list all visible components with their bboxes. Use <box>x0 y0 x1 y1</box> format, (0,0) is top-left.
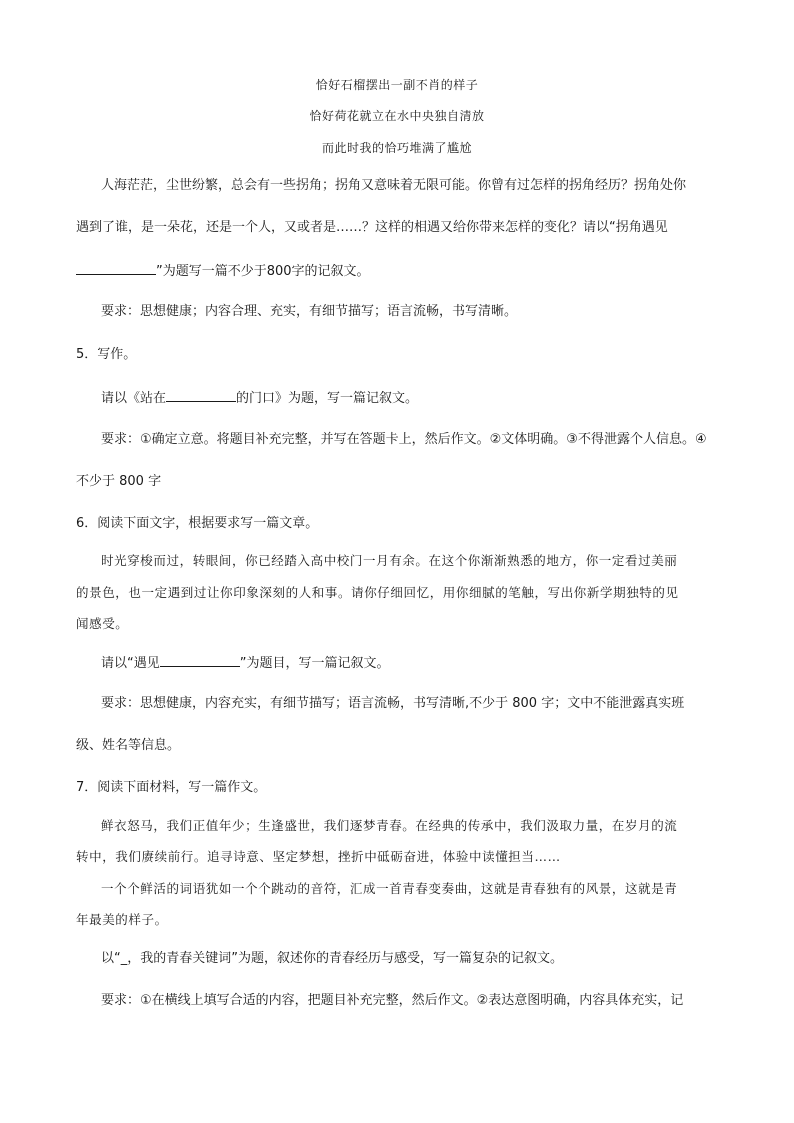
poem-line-1: 恰好石榴摆出一副不肖的样子 <box>315 78 479 92</box>
q6-requirements-line-1: 要求：思想健康，内容充实，有细节描写；语言流畅，书写清晰,不少于 800 字；文中不能泄露真实班 <box>101 696 685 711</box>
q6-prompt-end: ”为题目，写一篇记叙文。 <box>239 656 390 671</box>
q6-requirements-line-2: 级、姓名等信息。 <box>76 738 181 753</box>
q4-requirements: 要求：思想健康；内容合理、充实，有细节描写；语言流畅，书写清晰。 <box>101 304 518 319</box>
q6-prompt <box>101 653 390 673</box>
q5-prompt-end: 的门口》为题，写一篇记叙文。 <box>236 391 419 406</box>
q7-heading: 7．阅读下面材料，写一篇作文。 <box>76 780 267 795</box>
q4-paragraph-line-3 <box>76 261 370 281</box>
poem-line-2: 恰好荷花就立在水中央独自清放 <box>309 109 485 123</box>
q5-requirements-line-1: 要求：①确定立意。将题目补充完整，并写在答题卡上，然后作文。②文体明确。③不得泄露个人信息。④ <box>101 432 707 447</box>
q7-requirements-line-1: 要求：①在横线上填写合适的内容，把题目补充完整，然后作文。②表达意图明确，内容具体充实，记 <box>101 993 684 1008</box>
title-blank <box>76 261 156 275</box>
q5-requirements-line-2: 不少于 800 字 <box>76 474 162 489</box>
q4-paragraph-line-1: 人海茫茫，尘世纷繁，总会有一些拐角；拐角又意味着无限可能。你曾有过怎样的拐角经历？拐角处你 <box>101 178 687 193</box>
q6-material-line-3: 闻感受。 <box>76 616 129 631</box>
q6-material-line-2: 的景色，也一定遇到过让你印象深刻的人和事。请你仔细回忆，用你细腻的笔触，写出你新学期独特的见 <box>76 585 679 600</box>
q4-title-instruction: ”为题写一篇不少于800字的记叙文。 <box>156 264 370 279</box>
q6-heading: 6．阅读下面文字，根据要求写一篇文章。 <box>76 516 319 531</box>
q5-heading: 5．写作。 <box>76 347 137 362</box>
poem-line-3: 而此时我的恰巧堆满了尴尬 <box>321 141 472 155</box>
q7-material-line-2: 转中，我们赓续前行。追寻诗意、坚定梦想，挫折中砥砺奋进，体验中读懂担当…… <box>76 849 561 864</box>
title-blank <box>160 653 240 667</box>
q7-material-line-4: 年最美的样子。 <box>76 912 168 927</box>
q6-prompt-start: 请以“遇见 <box>101 656 160 671</box>
q6-material-line-1: 时光穿梭而过，转眼间，你已经踏入高中校门一月有余。在这个你渐渐熟悉的地方，你一定看过美丽 <box>101 553 678 568</box>
q5-prompt <box>101 388 418 408</box>
q7-prompt: 以“_，我的青春关键词”为题，叙述你的青春经历与感受，写一篇复杂的记叙文。 <box>101 951 563 966</box>
q7-material-line-3: 一个个鲜活的词语犹如一个个跳动的音符，汇成一首青春变奏曲，这就是青春独有的风景，这就是青 <box>101 881 678 896</box>
title-blank <box>166 388 236 402</box>
q5-prompt-start: 请以《站在 <box>101 391 167 406</box>
q4-paragraph-line-2: 遇到了谁，是一朵花，还是一个人，又或者是……？这样的相遇又给你带来怎样的变化？请以“拐角遇见 <box>76 220 668 235</box>
q7-material-line-1: 鲜衣怒马，我们正值年少；生逢盛世，我们逐梦青春。在经典的传承中，我们汲取力量，在岁月的流 <box>101 818 678 833</box>
